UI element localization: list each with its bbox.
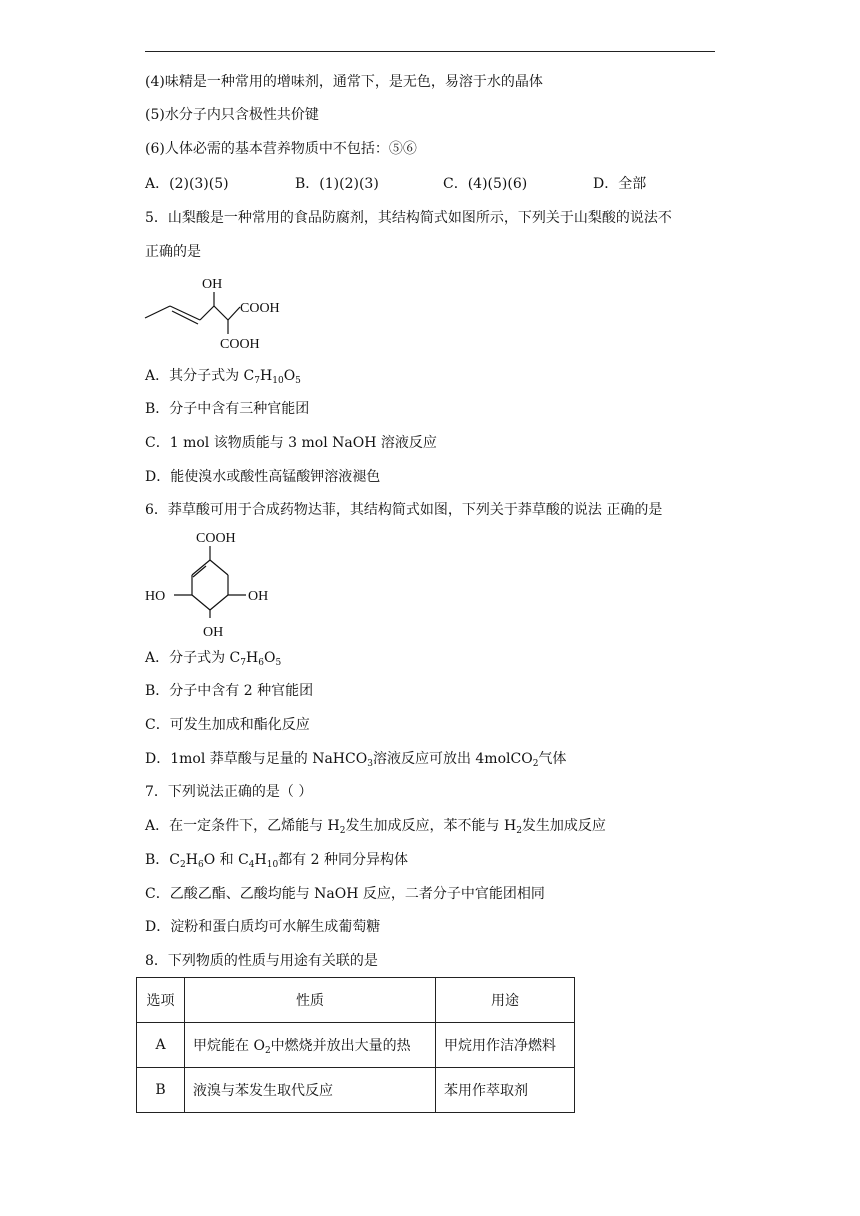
q5-a-text: A．其分子式为 C: [145, 368, 255, 384]
row-a-option: A: [137, 1023, 185, 1068]
row-a-prop-text-2: 中燃烧并放出大量的热: [270, 1038, 411, 1054]
q4-option-b: B．(1)(2)(3): [295, 176, 379, 192]
q4-option-a: A．(2)(3)(5): [145, 176, 229, 192]
q6-a-sub-2: 6: [258, 658, 264, 668]
q6-d-text-3: 气体: [538, 751, 567, 767]
q5-a-text-3: O: [283, 368, 296, 384]
row-a-prop-text: 甲烷能在 O: [193, 1038, 265, 1054]
statement-5: (5)水分子内只含极性共价键: [145, 107, 319, 123]
q4-options: [145, 174, 725, 194]
row-b-option: B: [137, 1068, 185, 1113]
q5-option-c: C．1 mol 该物质能与 3 mol NaOH 溶液反应: [145, 435, 437, 451]
q5-stem-line1: 5．山梨酸是一种常用的食品防腐剂，其结构简式如图所示，下列关于山梨酸的说法不: [145, 210, 672, 226]
q5-a-text-2: H: [260, 368, 273, 384]
sorbic-cooh-label-1: COOH: [240, 301, 280, 316]
shikimic-acid-structure: [140, 526, 290, 644]
q7-b-text-2: H: [185, 852, 198, 868]
row-b-use: 苯用作萃取剂: [436, 1068, 575, 1113]
sorbic-cooh-label-2: COOH: [220, 337, 260, 352]
q7-b-text: B．C: [145, 852, 180, 868]
header-rule: [145, 51, 715, 52]
q6-option-d: [145, 749, 566, 769]
q6-a-text-3: O: [263, 650, 276, 666]
row-a-property: [185, 1023, 436, 1068]
q7-b-sub-3: 4: [248, 860, 255, 870]
row-b-property: 液溴与苯发生取代反应: [185, 1068, 436, 1113]
q5-a-sub-2: 10: [272, 376, 284, 386]
q6-a-text: A．分子式为 C: [145, 650, 241, 666]
q6-a-sub-3: 5: [275, 658, 282, 668]
row-a-use: 甲烷用作洁净燃料: [436, 1023, 575, 1068]
q6-a-sub-1: 7: [240, 658, 247, 668]
header-property: 性质: [185, 978, 436, 1023]
q7-b-sub-1: 2: [180, 860, 186, 870]
table-row: [137, 1068, 575, 1113]
q7-a-text: A．在一定条件下，乙烯能与 H: [145, 818, 340, 834]
q5-a-sub-1: 7: [254, 376, 261, 386]
q6-option-c: C．可发生加成和酯化反应: [145, 717, 310, 733]
q7-option-c: C．乙酸乙酯、乙酸均能与 NaOH 反应，二者分子中官能团相同: [145, 886, 545, 902]
q5-option-a: [145, 366, 301, 386]
sorbic-oh-label: OH: [202, 277, 223, 292]
q5-option-d: D．能使溴水或酸性高锰酸钾溶液褪色: [145, 469, 381, 485]
header-use: 用途: [436, 978, 575, 1023]
q6-option-b: B．分子中含有 2 种官能团: [145, 683, 314, 699]
q5-option-b: B．分子中含有三种官能团: [145, 401, 310, 417]
shikimic-oh-right-label: OH: [248, 589, 269, 604]
shikimic-oh-bottom-label: OH: [203, 625, 224, 640]
row-a-prop-sub: 2: [264, 1046, 271, 1056]
q6-option-a: [145, 648, 281, 668]
shikimic-ho-left-label: HO: [145, 589, 166, 604]
q7-b-text-3: O 和 C: [203, 852, 249, 868]
q6-d-sub-1: 3: [367, 759, 373, 769]
q8-table: [136, 977, 575, 1113]
table-header-row: [137, 978, 575, 1023]
q7-option-b: [145, 850, 408, 870]
q6-a-text-2: H: [246, 650, 259, 666]
q6-d-sub-2: 2: [532, 759, 539, 769]
q7-stem: 7．下列说法正确的是（ ）: [145, 784, 313, 800]
q4-option-c: C．(4)(5)(6): [443, 176, 528, 192]
q5-stem-line2: 正确的是: [145, 244, 201, 260]
header-option: 选项: [137, 978, 185, 1023]
q7-b-sub-2: 6: [197, 860, 204, 870]
q6-d-text-2: 溶液反应可放出 4molCO: [372, 751, 533, 767]
q7-option-a: [145, 816, 606, 836]
q7-b-text-5: 都有 2 种同分异构体: [278, 852, 408, 868]
q7-b-text-4: H: [254, 852, 267, 868]
q7-a-text-2: 发生加成反应，苯不能与 H: [345, 818, 517, 834]
q8-stem: 8．下列物质的性质与用途有关联的是: [145, 953, 378, 969]
sorbic-acid-structure: [140, 272, 310, 354]
table-row: [137, 1023, 575, 1068]
q6-stem: 6．莽草酸可用于合成药物达菲，其结构简式如图，下列关于莽草酸的说法 正确的是: [145, 502, 663, 518]
q7-a-sub-1: 2: [339, 826, 346, 836]
q4-option-d: D．全部: [593, 176, 647, 192]
statement-6: (6)人体必需的基本营养物质中不包括：⑤⑥: [145, 141, 417, 157]
q6-d-text: D．1mol 莽草酸与足量的 NaHCO: [145, 751, 368, 767]
q7-a-sub-2: 2: [516, 826, 522, 836]
shikimic-cooh-label: COOH: [196, 531, 236, 546]
q5-a-sub-3: 5: [295, 376, 301, 386]
q7-b-sub-4: 10: [266, 860, 279, 870]
statement-4: (4)味精是一种常用的增味剂，通常下，是无色，易溶于水的晶体: [145, 74, 543, 90]
q7-a-text-3: 发生加成反应: [521, 818, 606, 834]
q7-option-d: D．淀粉和蛋白质均可水解生成葡萄糖: [145, 919, 381, 935]
